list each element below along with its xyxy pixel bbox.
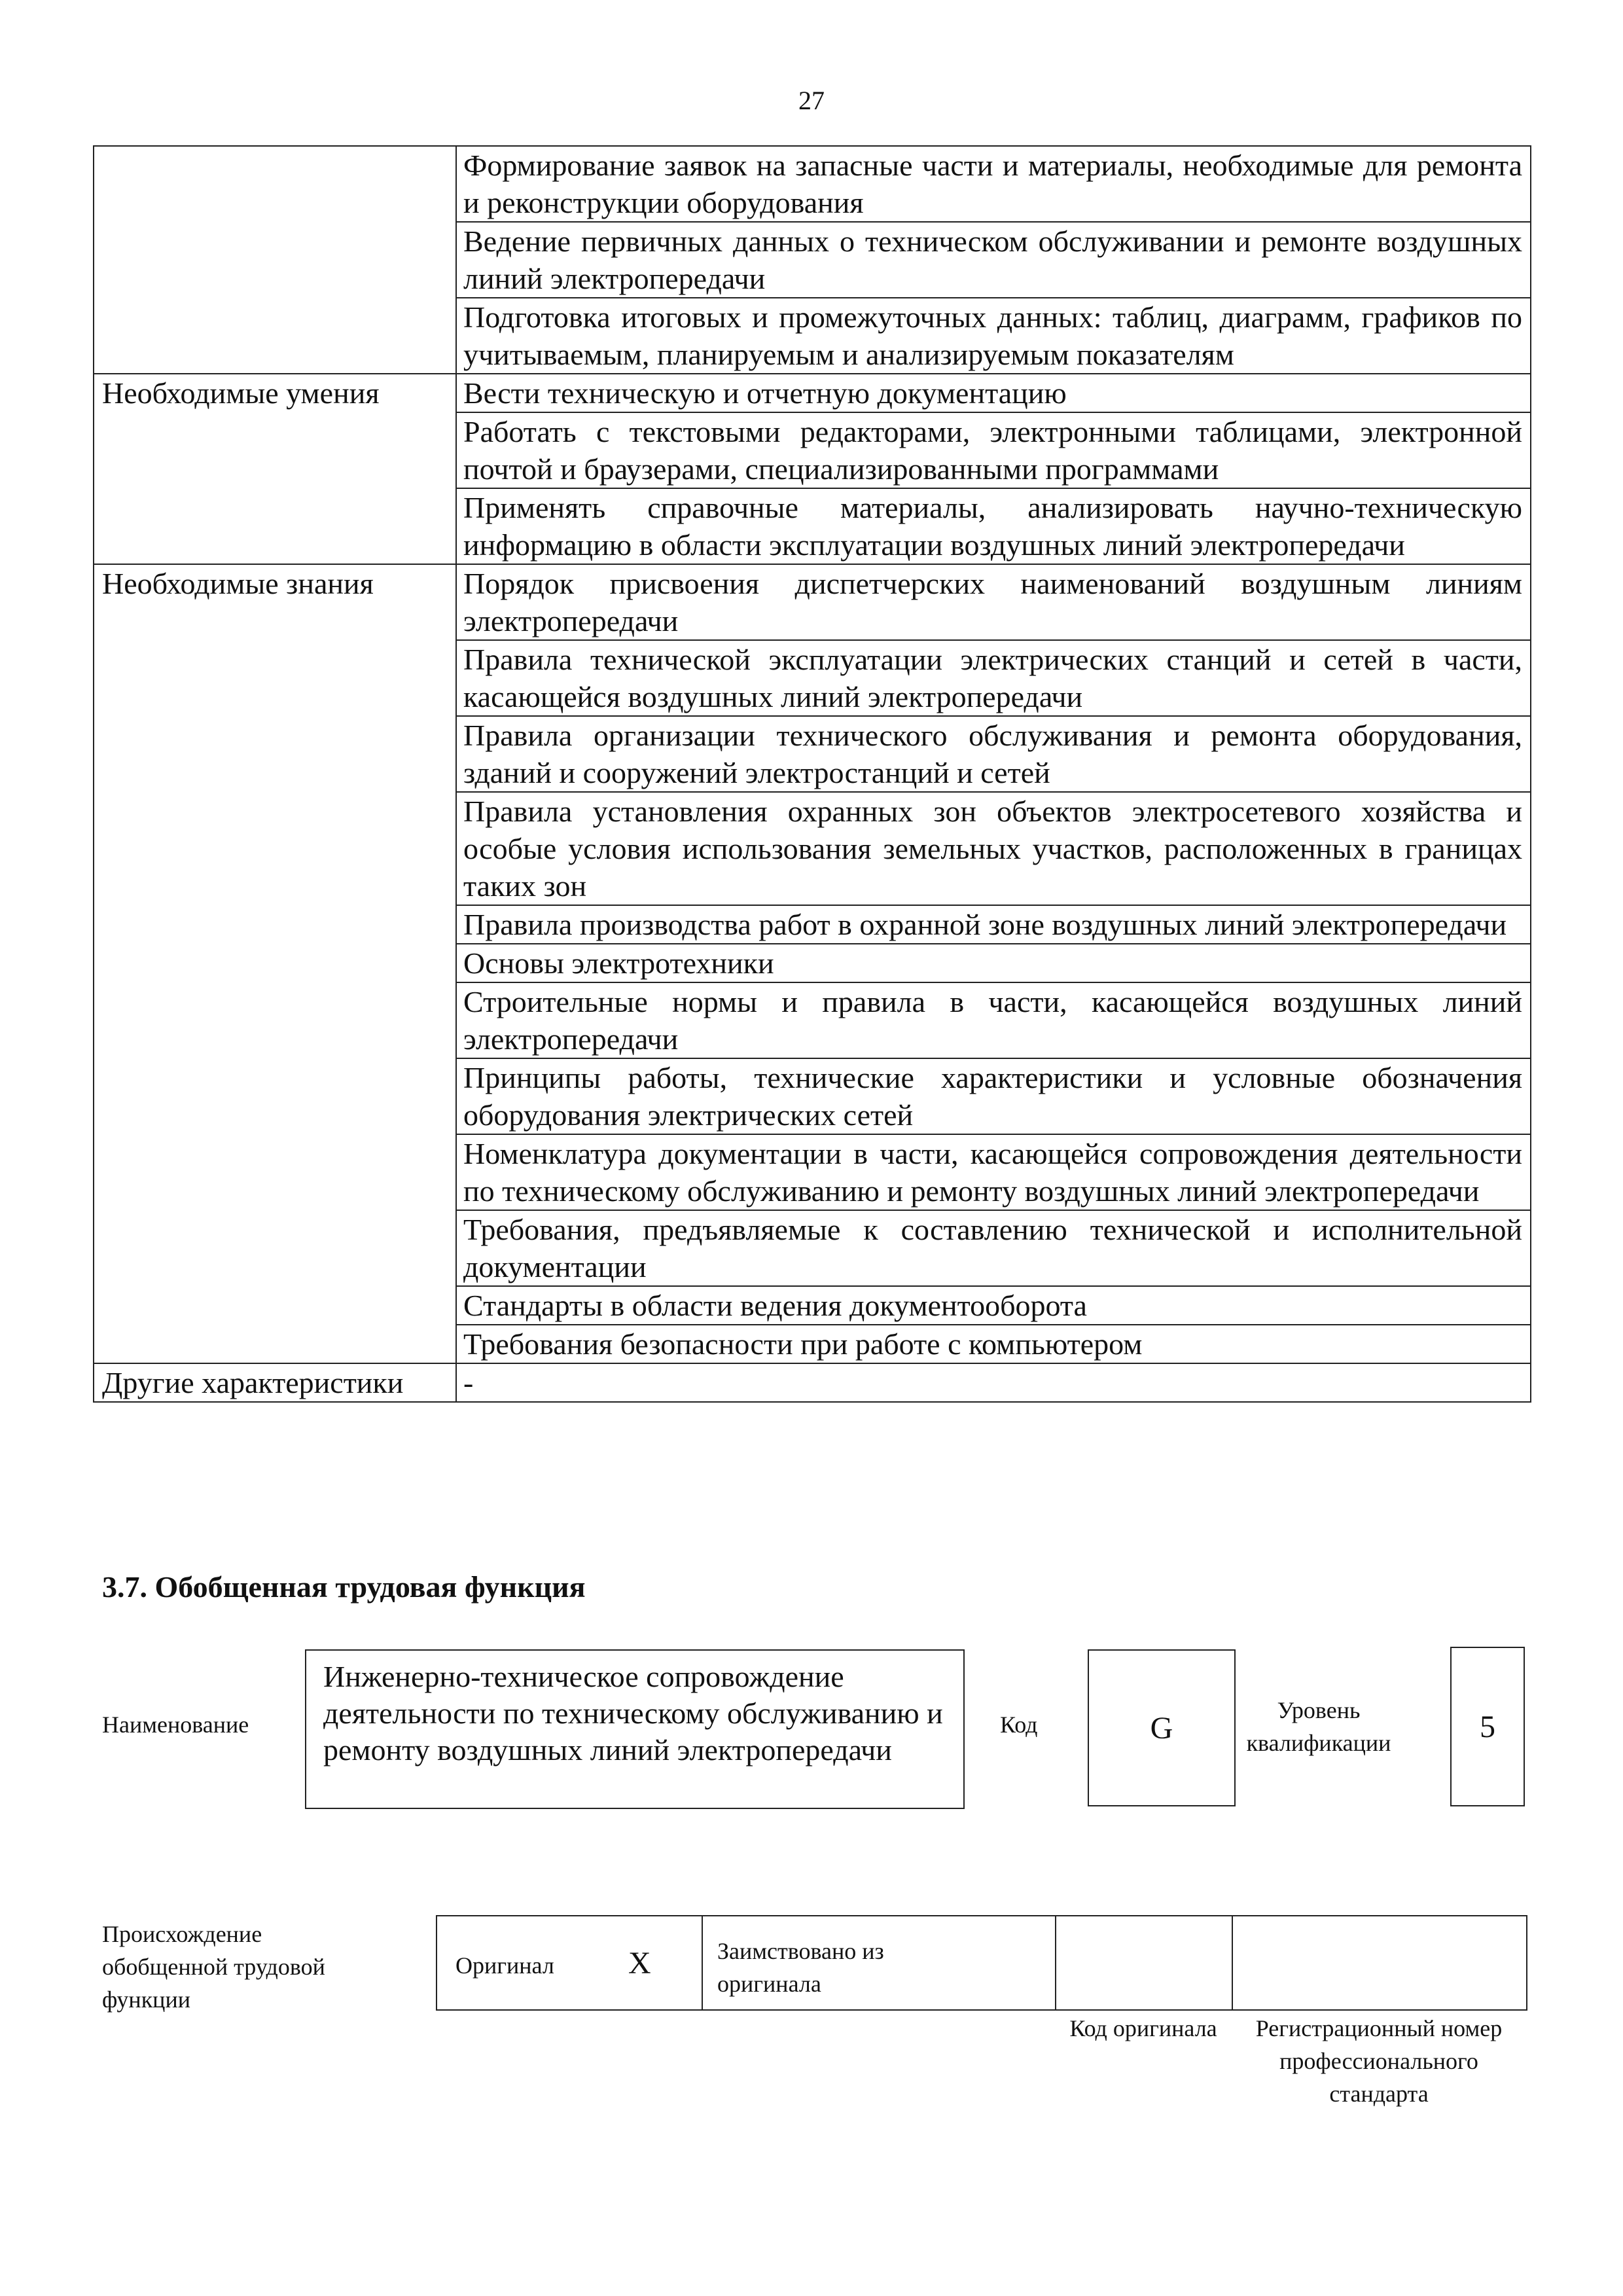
requirement-item: Правила технической эксплуатации электрических станций и сетей в части, касающейся воздушных линий электропередачи: [456, 640, 1531, 716]
row-label: Необходимые знания: [94, 564, 456, 1363]
code-label: Код: [1000, 1712, 1038, 1738]
function-name-box: Инженерно-техническое сопровождение деятельности по техническому обслуживанию и ремонту воздушных линий электропередачи: [305, 1649, 965, 1809]
origin-reg-number-cell: [1233, 1916, 1527, 2009]
requirement-item: Порядок присвоения диспетчерских наименований воздушным линиям электропередачи: [456, 564, 1531, 640]
original-mark: X: [628, 1946, 651, 1981]
requirement-item: Правила установления охранных зон объектов электросетевого хозяйства и особые условия использования земельных участков, расположенных в границах таких зон: [456, 792, 1531, 905]
requirements-table: [93, 145, 1531, 1403]
requirement-item: Правила организации технического обслуживания и ремонта оборудования, зданий и сооружений электростанций и сетей: [456, 716, 1531, 792]
table-row: [94, 564, 1531, 640]
table-row: [94, 374, 1531, 412]
requirement-item: Работать с текстовыми редакторами, электронными таблицами, электронной почтой и браузерами, специализированными программами: [456, 412, 1531, 488]
original-code-caption: Код оригинала: [1069, 2015, 1217, 2041]
requirement-item: Формирование заявок на запасные части и материалы, необходимые для ремонта и реконструкции оборудования: [456, 146, 1531, 222]
row-label: Другие характеристики: [94, 1363, 456, 1402]
requirement-item: Стандарты в области ведения документооборота: [456, 1286, 1531, 1325]
borrowed-label: Заимствовано из оригинала: [717, 1938, 884, 1997]
requirement-item: Подготовка итоговых и промежуточных данных: таблиц, диаграмм, графиков по учитываемым, планируемым и анализируемым показателям: [456, 298, 1531, 374]
requirement-item: Вести техническую и отчетную документацию: [456, 374, 1531, 412]
requirement-item: Применять справочные материалы, анализировать научно-техническую информацию в области эксплуатации воздушных линий электропередачи: [456, 488, 1531, 564]
name-label: Наименование: [102, 1712, 249, 1738]
row-label: Необходимые умения: [94, 374, 456, 564]
section-title: 3.7. Обобщенная трудовая функция: [102, 1570, 586, 1604]
requirement-item: -: [456, 1363, 1531, 1402]
qualification-level-label: Уровень квалификации: [1246, 1697, 1391, 1756]
reg-number-caption: Регистрационный номер профессионального стандарта: [1255, 2015, 1503, 2107]
requirement-item: Ведение первичных данных о техническом обслуживании и ремонте воздушных линий электропередачи: [456, 222, 1531, 298]
qualification-level-box: 5: [1450, 1647, 1525, 1806]
origin-borrowed-cell: [703, 1916, 1056, 2009]
origin-table: [436, 1915, 1527, 2011]
origin-original-cell: [437, 1916, 703, 2009]
function-code-box: G: [1088, 1649, 1236, 1806]
requirement-item: Номенклатура документации в части, касающейся сопровождения деятельности по техническому обслуживанию и ремонту воздушных линий электропередачи: [456, 1134, 1531, 1210]
requirement-item: Требования безопасности при работе с компьютером: [456, 1325, 1531, 1363]
table-row: [94, 1363, 1531, 1402]
table-row: [94, 146, 1531, 222]
requirement-item: Требования, предъявляемые к составлению технической и исполнительной документации: [456, 1210, 1531, 1286]
requirement-item: Принципы работы, технические характеристики и условные обозначения оборудования электрических сетей: [456, 1058, 1531, 1134]
original-label: Оригинал: [455, 1952, 554, 1979]
requirement-item: Правила производства работ в охранной зоне воздушных линий электропередачи: [456, 905, 1531, 944]
page-number: 27: [798, 86, 825, 115]
requirement-item: Строительные нормы и правила в части, касающейся воздушных линий электропередачи: [456, 982, 1531, 1058]
origin-code-cell: [1056, 1916, 1233, 2009]
origin-label: Происхождение обобщенной трудовой функции: [102, 1921, 325, 2013]
requirement-item: Основы электротехники: [456, 944, 1531, 982]
row-label: [94, 146, 456, 374]
